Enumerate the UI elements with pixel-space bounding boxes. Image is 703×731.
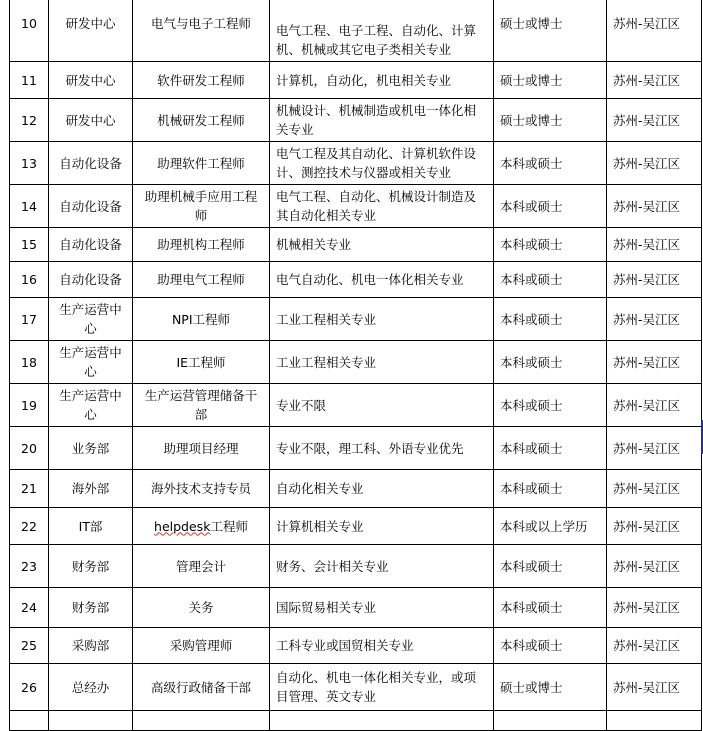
location-cell	[607, 711, 702, 731]
degree-cell-text: 本科或硕士	[500, 638, 563, 653]
row-number-text: 21	[21, 481, 37, 496]
position-cell-text: 生产运营管理储备干部	[144, 388, 258, 422]
degree-cell	[494, 0, 607, 62]
location-cell	[607, 185, 702, 228]
department-cell	[49, 62, 133, 99]
recruitment-table	[9, 0, 702, 731]
row-number	[10, 228, 49, 262]
row-number	[10, 62, 49, 99]
row-number-text: 20	[21, 440, 37, 456]
major-cell-text: 财务、会计相关专业	[276, 558, 389, 574]
location-cell-text: 苏州-吴江区	[613, 397, 681, 413]
row-number	[10, 545, 49, 588]
row-number	[10, 384, 49, 427]
degree-cell-text: 本科或硕士	[500, 397, 563, 413]
degree-cell-text: 本科或硕士	[500, 198, 563, 214]
department-cell-text: 自动化设备	[59, 272, 122, 287]
location-cell-text: 苏州-吴江区	[613, 600, 681, 615]
degree-cell	[494, 185, 607, 228]
degree-cell	[494, 341, 607, 384]
degree-cell-text: 本科或硕士	[500, 311, 563, 327]
location-cell-text: 苏州-吴江区	[613, 198, 681, 214]
department-cell-text: 财务部	[71, 558, 110, 574]
table-row	[10, 711, 702, 731]
table-row	[10, 298, 702, 341]
major-cell	[270, 185, 494, 228]
department-cell-text: 生产运营中心	[59, 388, 122, 422]
position-cell	[133, 384, 270, 427]
row-number	[10, 628, 49, 664]
position-cell	[133, 185, 270, 228]
degree-cell-text: 本科或硕士	[500, 600, 563, 615]
position-cell-text: 助理电气工程师	[157, 272, 245, 287]
location-cell	[607, 545, 702, 588]
location-cell	[607, 62, 702, 99]
department-cell	[49, 99, 133, 142]
table-row	[10, 0, 702, 62]
major-cell	[270, 628, 494, 664]
position-cell	[133, 142, 270, 185]
position-cell-text: 助理机械手应用工程师	[144, 189, 258, 223]
position-cell-text: 机械研发工程师	[157, 112, 245, 128]
degree-cell	[494, 508, 607, 545]
degree-cell-text: 本科或硕士	[500, 558, 563, 574]
major-cell	[270, 99, 494, 142]
degree-cell	[494, 99, 607, 142]
major-cell-text: 自动化、机电一体化相关专业，或项目管理、英文专业	[276, 670, 477, 704]
major-cell	[270, 142, 494, 185]
degree-cell-text: 硕士或博士	[500, 16, 563, 31]
row-number	[10, 341, 49, 384]
position-cell-text: 海外技术支持专员	[150, 481, 251, 496]
position-cell-text: 软件研发工程师	[157, 72, 245, 88]
department-cell	[49, 142, 133, 185]
department-cell	[49, 588, 133, 628]
row-number-text: 26	[21, 679, 37, 695]
location-cell-text: 苏州-吴江区	[613, 558, 681, 574]
row-number	[10, 588, 49, 628]
table-row	[10, 588, 702, 628]
location-cell	[607, 628, 702, 664]
location-cell	[607, 470, 702, 508]
position-cell-text: IE工程师	[176, 354, 226, 370]
location-cell-text: 苏州-吴江区	[613, 155, 681, 171]
degree-cell-text: 硕士或博士	[500, 679, 563, 695]
row-number	[10, 99, 49, 142]
department-cell-text: 研发中心	[65, 16, 116, 31]
position-cell-text: 采购管理师	[169, 638, 233, 653]
position-cell-text: 管理会计	[175, 558, 226, 574]
location-cell	[607, 99, 702, 142]
location-cell-text: 苏州-吴江区	[613, 16, 681, 31]
degree-cell	[494, 470, 607, 508]
degree-cell-text: 本科或以上学历	[500, 518, 588, 534]
location-cell	[607, 142, 702, 185]
major-cell	[270, 711, 494, 731]
department-cell-text: 业务部	[71, 440, 110, 456]
position-cell	[133, 588, 270, 628]
major-cell	[270, 62, 494, 99]
degree-cell	[494, 142, 607, 185]
major-cell	[270, 588, 494, 628]
row-number	[10, 142, 49, 185]
row-number-text: 23	[21, 558, 37, 574]
location-cell	[607, 384, 702, 427]
location-cell	[607, 664, 702, 711]
table-row	[10, 664, 702, 711]
department-cell	[49, 628, 133, 664]
row-number	[10, 508, 49, 545]
position-cell	[133, 628, 270, 664]
major-cell-text: 电气自动化、机电一体化相关专业	[276, 272, 464, 287]
degree-cell-text: 本科或硕士	[500, 440, 563, 456]
department-cell-text: 研发中心	[65, 72, 116, 88]
department-cell	[49, 0, 133, 62]
department-cell	[49, 341, 133, 384]
location-cell-text: 苏州-吴江区	[613, 354, 681, 370]
row-number-text: 11	[21, 72, 37, 88]
position-cell	[133, 62, 270, 99]
row-number	[10, 427, 49, 470]
major-cell-text: 计算机，自动化，机电相关专业	[276, 72, 452, 88]
row-number-text: 16	[21, 272, 37, 287]
location-cell	[607, 588, 702, 628]
position-cell	[133, 99, 270, 142]
major-cell	[270, 470, 494, 508]
position-cell	[133, 545, 270, 588]
degree-cell	[494, 384, 607, 427]
degree-cell-text: 本科或硕士	[500, 237, 563, 252]
row-number-text: 15	[21, 237, 37, 252]
table-row	[10, 185, 702, 228]
row-number	[10, 185, 49, 228]
degree-cell	[494, 62, 607, 99]
row-number-text: 22	[21, 518, 37, 534]
major-cell-text: 国际贸易相关专业	[276, 600, 377, 615]
table-row	[10, 142, 702, 185]
position-cell	[133, 427, 270, 470]
department-cell	[49, 470, 133, 508]
degree-cell-text: 本科或硕士	[500, 354, 563, 370]
location-cell-text: 苏州-吴江区	[613, 72, 681, 88]
department-cell-text: 生产运营中心	[59, 345, 122, 379]
degree-cell	[494, 298, 607, 341]
position-cell	[133, 508, 270, 545]
degree-cell	[494, 664, 607, 711]
major-cell-text: 电气工程、电子工程、自动化、计算机、机械或其它电子类相关专业	[276, 23, 477, 57]
position-cell	[133, 262, 270, 298]
table-row	[10, 62, 702, 99]
degree-cell-text: 本科或硕士	[500, 155, 563, 171]
department-cell-text: 总经办	[71, 679, 110, 695]
major-cell-text: 计算机相关专业	[276, 518, 364, 534]
major-cell-text: 工业工程相关专业	[276, 311, 377, 327]
position-cell-text: 电气与电子工程师	[150, 16, 251, 31]
department-cell	[49, 508, 133, 545]
row-number-text: 17	[21, 311, 37, 327]
department-cell-text: 自动化设备	[59, 198, 122, 214]
position-cell-text: 高级行政储备干部	[150, 679, 251, 695]
location-cell	[607, 427, 702, 470]
major-cell-text: 专业不限	[276, 397, 327, 413]
major-cell	[270, 0, 494, 62]
major-cell	[270, 384, 494, 427]
table-row	[10, 628, 702, 664]
location-cell	[607, 262, 702, 298]
degree-cell	[494, 588, 607, 628]
degree-cell-text: 本科或硕士	[500, 272, 563, 287]
position-cell	[133, 298, 270, 341]
department-cell	[49, 384, 133, 427]
department-cell-text: IT部	[78, 518, 103, 534]
row-number	[10, 298, 49, 341]
table-row	[10, 508, 702, 545]
department-cell-text: 自动化设备	[59, 155, 122, 171]
location-cell-text: 苏州-吴江区	[613, 638, 681, 653]
major-cell	[270, 545, 494, 588]
major-cell	[270, 508, 494, 545]
location-cell-text: 苏州-吴江区	[613, 311, 681, 327]
position-cell	[133, 470, 270, 508]
table-row	[10, 341, 702, 384]
department-cell-text: 海外部	[71, 481, 110, 496]
row-number-text: 10	[21, 16, 37, 31]
position-cell	[133, 228, 270, 262]
row-number-text: 13	[21, 155, 37, 171]
row-number	[10, 0, 49, 62]
major-cell	[270, 298, 494, 341]
row-number	[10, 262, 49, 298]
position-cell	[133, 664, 270, 711]
major-cell	[270, 228, 494, 262]
degree-cell-text: 本科或硕士	[500, 481, 563, 496]
position-cell	[133, 341, 270, 384]
location-cell-text: 苏州-吴江区	[613, 679, 681, 695]
department-cell	[49, 298, 133, 341]
degree-cell-text: 硕士或博士	[500, 112, 563, 128]
department-cell	[49, 262, 133, 298]
degree-cell	[494, 711, 607, 731]
row-number-text: 18	[21, 354, 37, 370]
major-cell-text: 电气工程及其自动化、计算机软件设计、测控技术与仪器或相关专业	[276, 146, 477, 180]
location-cell-text: 苏州-吴江区	[613, 440, 681, 456]
row-number-text: 24	[21, 600, 37, 615]
major-cell-text: 机械相关专业	[276, 237, 352, 252]
location-cell-text: 苏州-吴江区	[613, 112, 681, 128]
degree-cell	[494, 545, 607, 588]
degree-cell	[494, 628, 607, 664]
major-cell	[270, 262, 494, 298]
table-row	[10, 262, 702, 298]
table-row	[10, 427, 702, 470]
department-cell	[49, 711, 133, 731]
position-cell-text: 关务	[188, 600, 214, 615]
row-number-text: 12	[21, 112, 37, 128]
row-number-text: 25	[21, 638, 37, 653]
department-cell	[49, 427, 133, 470]
location-cell-text: 苏州-吴江区	[613, 518, 681, 534]
department-cell	[49, 228, 133, 262]
location-cell	[607, 341, 702, 384]
position-cell	[133, 0, 270, 62]
major-cell	[270, 341, 494, 384]
major-cell-text: 自动化相关专业	[276, 481, 364, 496]
table-row	[10, 228, 702, 262]
location-cell-text: 苏州-吴江区	[613, 481, 681, 496]
department-cell-text: 研发中心	[65, 112, 116, 128]
row-number	[10, 664, 49, 711]
row-number	[10, 470, 49, 508]
location-cell	[607, 508, 702, 545]
row-number-text: 19	[21, 397, 37, 413]
location-cell-text: 苏州-吴江区	[613, 272, 681, 287]
major-cell-text: 工科专业或国贸相关专业	[276, 638, 414, 653]
major-cell-text: 电气工程、自动化、机械设计制造及其自动化相关专业	[276, 189, 477, 223]
major-cell	[270, 664, 494, 711]
degree-cell-text: 硕士或博士	[500, 72, 563, 88]
department-cell-text: 自动化设备	[59, 237, 122, 252]
table-row	[10, 384, 702, 427]
position-cell-text: 助理项目经理	[163, 440, 239, 456]
department-cell-text: 财务部	[71, 600, 110, 615]
spellcheck-underline: helpdesk	[154, 518, 211, 534]
position-cell	[133, 711, 270, 731]
location-cell-text: 苏州-吴江区	[613, 237, 681, 252]
degree-cell	[494, 262, 607, 298]
table-row	[10, 99, 702, 142]
major-cell-text: 工业工程相关专业	[276, 354, 377, 370]
position-cell-text: NPI工程师	[171, 311, 231, 327]
department-cell	[49, 664, 133, 711]
location-cell	[607, 298, 702, 341]
department-cell-text: 生产运营中心	[59, 302, 122, 336]
location-cell	[607, 228, 702, 262]
position-cell-text: helpdesk工程师	[154, 518, 248, 534]
table-row	[10, 545, 702, 588]
degree-cell	[494, 427, 607, 470]
major-cell-text: 机械设计、机械制造或机电一体化相关专业	[276, 103, 477, 137]
department-cell	[49, 185, 133, 228]
row-number-text: 14	[21, 198, 37, 214]
position-cell-text: 助理机构工程师	[157, 237, 245, 252]
department-cell	[49, 545, 133, 588]
position-cell-text: 助理软件工程师	[157, 155, 245, 171]
location-cell	[607, 0, 702, 62]
table-row	[10, 470, 702, 508]
major-cell-text: 专业不限，理工科、外语专业优先	[276, 440, 464, 456]
department-cell-text: 采购部	[71, 638, 110, 653]
degree-cell	[494, 228, 607, 262]
major-cell	[270, 427, 494, 470]
row-number	[10, 711, 49, 731]
